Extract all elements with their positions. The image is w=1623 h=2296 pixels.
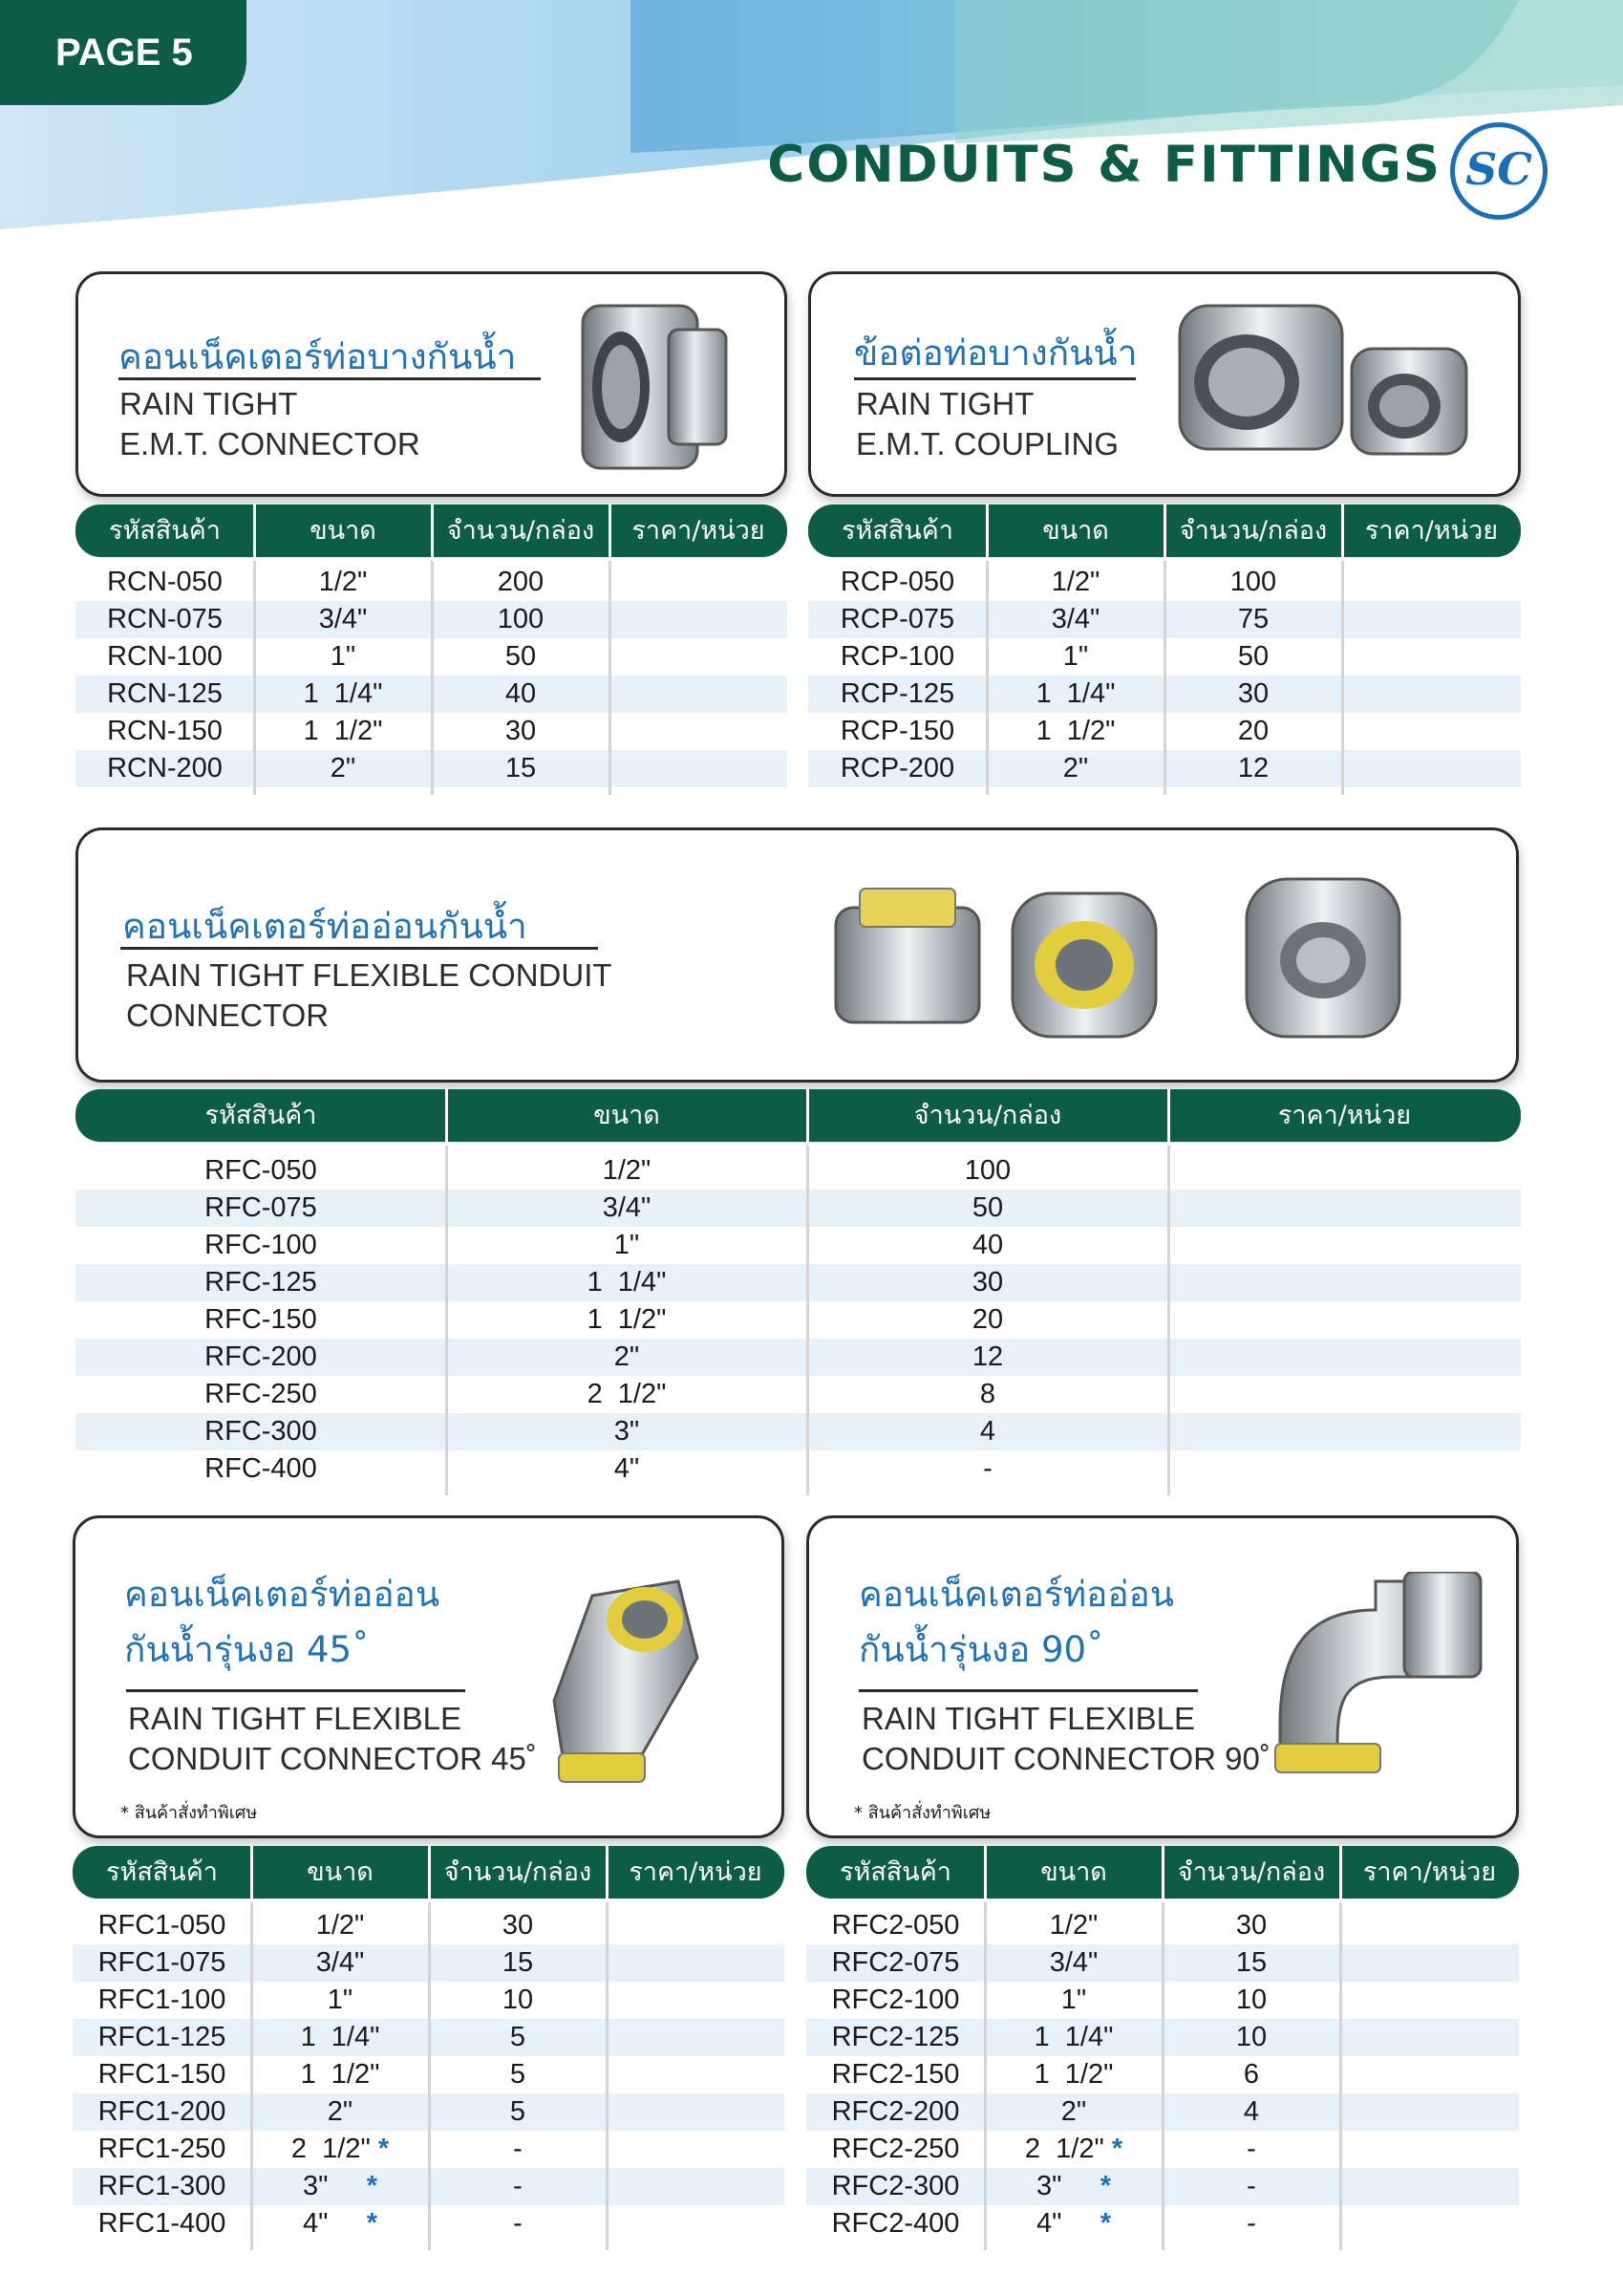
header-unit-price: ราคา/หน่วย [631, 516, 765, 546]
product-code-cell: RCP-125 [840, 678, 955, 709]
unit-price-cell [607, 1944, 784, 1982]
size-cell: 1/2" [315, 1910, 365, 1941]
size-cell: 4" * [1036, 2208, 1111, 2239]
special-order-asterisk: * [1111, 2134, 1123, 2164]
size-cell: 1 1/2" [587, 1304, 667, 1335]
size-cell: 4" * [302, 2208, 377, 2239]
unit-price-cell [609, 601, 787, 638]
unit-price-cell [607, 2205, 784, 2242]
size-cell: 2" [613, 1341, 640, 1372]
product-english-title: RAIN TIGHT E.M.T. CONNECTOR [119, 386, 420, 461]
unit-price-cell [1342, 713, 1521, 750]
header-divider [1341, 504, 1344, 557]
header-divider [445, 1089, 448, 1142]
qty-per-box-cell: 15 [504, 753, 537, 783]
size-cell: 1 1/4" [303, 678, 383, 709]
qty-per-box-cell: 10 [502, 1985, 534, 2015]
unit-price-cell [1340, 2056, 1519, 2093]
product-code-cell: RFC1-125 [97, 2022, 226, 2052]
qty-per-box-cell: 6 [1243, 2059, 1260, 2090]
unit-price-cell [609, 564, 787, 601]
product-code-cell: RCN-050 [107, 567, 223, 597]
column-divider [1339, 1902, 1342, 2250]
product-code-cell: RFC-250 [204, 1379, 317, 1409]
size-cell: 1/2" [602, 1155, 651, 1186]
unit-price-cell [1342, 750, 1521, 787]
qty-per-box-cell: 30 [504, 716, 537, 746]
column-divider [445, 1146, 448, 1495]
header-size: ขนาด [593, 1101, 660, 1130]
qty-per-box-cell: - [1247, 2134, 1256, 2164]
qty-per-box-cell: 10 [1235, 1985, 1268, 2015]
product-code-cell: RCP-050 [840, 567, 955, 597]
column-divider [431, 561, 434, 795]
header-divider [806, 1089, 809, 1142]
product-thai-title: คอนเน็คเตอร์ท่อบางกันน้ำ [118, 336, 517, 377]
qty-per-box-cell: 4 [1243, 2096, 1260, 2127]
header-divider [1339, 1846, 1342, 1899]
qty-per-box-cell: - [513, 2171, 523, 2201]
header-qty-per-box: จำนวน/กล่อง [1179, 516, 1328, 546]
product-code-cell: RCP-100 [840, 641, 955, 672]
header-unit-price: ราคา/หน่วย [1277, 1101, 1412, 1130]
column-divider [1341, 561, 1344, 795]
table-header [75, 504, 787, 557]
size-cell: 2" [1060, 2096, 1087, 2127]
header-qty-per-box: จำนวน/กล่อง [913, 1101, 1062, 1130]
product-code-cell: RCN-200 [107, 753, 223, 783]
qty-per-box-cell: 5 [509, 2059, 526, 2090]
product-thai-title: ข้อต่อท่อบางกันน้ำ [854, 333, 1138, 374]
header-size: ขนาด [1042, 516, 1109, 546]
qty-per-box-cell: - [983, 1453, 993, 1484]
qty-per-box-cell: 100 [497, 604, 545, 634]
unit-price-cell [1340, 2205, 1519, 2242]
title-underline [126, 1689, 465, 1692]
unit-price-cell [1340, 2093, 1519, 2131]
header-unit-price: ราคา/หน่วย [629, 1857, 762, 1887]
product-code-cell: RFC2-300 [831, 2171, 960, 2201]
size-cell: 4" [613, 1453, 640, 1484]
qty-per-box-cell: - [513, 2134, 523, 2164]
size-cell: 1" [613, 1230, 640, 1260]
special-order-note: * สินค้าสั่งทำพิเศษ [120, 1803, 258, 1823]
size-cell: 1 1/4" [1036, 678, 1116, 709]
column-divider [250, 1902, 253, 2250]
product-code-cell: RFC-150 [204, 1304, 317, 1335]
catalog-title: CONDUITS & FITTINGS [767, 136, 1441, 194]
size-cell: 1/2" [318, 567, 368, 597]
header-divider [606, 1846, 609, 1899]
product-code-cell: RCN-125 [107, 678, 223, 709]
size-cell: 1 1/4" [1034, 2022, 1114, 2052]
connector-90-photo [1261, 1572, 1490, 1792]
product-code-cell: RFC-125 [204, 1267, 317, 1298]
product-english-title: RAIN TIGHT E.M.T. COUPLING [856, 386, 1120, 461]
product-code-cell: RCN-075 [107, 604, 223, 634]
title-underline [118, 377, 541, 380]
qty-per-box-cell: 100 [1229, 567, 1277, 597]
unit-price-cell [1340, 2131, 1519, 2168]
qty-per-box-cell: 10 [1235, 2022, 1268, 2052]
header-product-code: รหัสสินค้า [842, 516, 953, 546]
unit-price-cell [1168, 1413, 1521, 1450]
product-code-cell: RCN-150 [107, 716, 223, 746]
table-row [75, 1450, 1521, 1488]
size-cell: 3" * [1036, 2171, 1111, 2201]
unit-price-cell [1340, 1907, 1519, 1944]
header-divider [986, 504, 989, 557]
title-underline [120, 947, 598, 950]
unit-price-cell [1168, 1339, 1521, 1376]
header-qty-per-box: จำนวน/กล่อง [446, 516, 595, 546]
product-code-cell: RCN-100 [107, 641, 223, 672]
flexible-connector-photos [822, 869, 1433, 1051]
size-cell: 2 1/2" * [290, 2134, 390, 2164]
unit-price-cell [1342, 638, 1521, 676]
table-row [75, 1152, 1521, 1190]
table-row [75, 1264, 1521, 1301]
product-code-cell: RFC-050 [204, 1155, 317, 1186]
qty-per-box-cell: 5 [509, 2022, 526, 2052]
column-divider [806, 1146, 809, 1495]
brand-logo: SC [1450, 122, 1548, 220]
size-cell: 1 1/2" [303, 716, 383, 746]
table-header [75, 1089, 1521, 1142]
qty-per-box-cell: 15 [502, 1947, 534, 1978]
unit-price-cell [607, 2131, 784, 2168]
header-size: ขนาด [310, 516, 376, 546]
size-cell: 2" [1062, 753, 1089, 783]
unit-price-cell [1340, 2019, 1519, 2056]
product-thai-title: คอนเน็คเตอร์ท่ออ่อน กันน้ำรุ่นงอ 45˚ [124, 1574, 440, 1670]
qty-per-box-cell: 40 [504, 678, 537, 709]
unit-price-cell [1342, 676, 1521, 713]
size-cell: 1/2" [1049, 1910, 1099, 1941]
size-cell: 1" [330, 641, 356, 672]
qty-per-box-cell: - [1247, 2171, 1256, 2201]
size-cell: 1 1/4" [587, 1267, 667, 1298]
unit-price-cell [1340, 1982, 1519, 2019]
header-qty-per-box: จำนวน/กล่อง [1177, 1857, 1326, 1887]
product-code-cell: RFC-300 [204, 1416, 317, 1447]
unit-price-cell [1168, 1152, 1521, 1190]
product-code-cell: RFC2-150 [831, 2059, 960, 2090]
size-cell: 1/2" [1051, 567, 1100, 597]
size-cell: 1 1/2" [300, 2059, 380, 2090]
title-underline [859, 1689, 1198, 1692]
header-divider [1164, 504, 1166, 557]
unit-price-cell [1168, 1264, 1521, 1301]
qty-per-box-cell: 30 [1237, 678, 1270, 709]
unit-price-cell [1168, 1190, 1521, 1227]
qty-per-box-cell: 20 [1237, 716, 1270, 746]
unit-price-cell [1340, 1944, 1519, 1982]
product-code-cell: RFC2-250 [831, 2134, 960, 2164]
special-order-note: * สินค้าสั่งทำพิเศษ [854, 1803, 992, 1823]
header-divider [609, 504, 611, 557]
header-divider [1162, 1846, 1164, 1899]
product-code-cell: RFC1-200 [97, 2096, 226, 2127]
header-unit-price: ราคา/หน่วย [1364, 516, 1499, 546]
unit-price-cell [607, 1982, 784, 2019]
size-cell: 3" [613, 1416, 640, 1447]
size-cell: 3/4" [1049, 1947, 1099, 1978]
qty-per-box-cell: 50 [972, 1192, 1004, 1223]
table-row [75, 1301, 1521, 1339]
product-code-cell: RFC-100 [204, 1230, 317, 1260]
special-order-asterisk: * [1100, 2171, 1111, 2201]
product-code-cell: RFC2-125 [831, 2022, 960, 2052]
qty-per-box-cell: 15 [1235, 1947, 1268, 1978]
column-divider [1164, 561, 1166, 795]
size-cell: 2" [327, 2096, 353, 2127]
qty-per-box-cell: 30 [502, 1910, 534, 1941]
unit-price-cell [607, 1907, 784, 1944]
qty-per-box-cell: 40 [972, 1230, 1004, 1260]
header-unit-price: ราคา/หน่วย [1362, 1857, 1497, 1887]
header-divider [250, 1846, 253, 1899]
size-cell: 2 1/2" [587, 1379, 667, 1409]
size-cell: 1 1/2" [1036, 716, 1116, 746]
special-order-asterisk: * [366, 2208, 377, 2239]
product-code-cell: RFC2-200 [831, 2096, 960, 2127]
emt-coupling-photo [1165, 291, 1481, 483]
product-code-cell: RFC1-050 [97, 1910, 226, 1941]
unit-price-cell [1340, 2168, 1519, 2205]
qty-per-box-cell: 100 [964, 1155, 1012, 1186]
column-divider [1162, 1902, 1164, 2250]
table-row [75, 1413, 1521, 1450]
size-cell: 3" * [302, 2171, 377, 2201]
product-english-title: RAIN TIGHT FLEXIBLE CONDUIT CONNECTOR 45˚ [128, 1701, 537, 1776]
unit-price-cell [607, 2019, 784, 2056]
product-code-cell: RFC1-400 [97, 2208, 226, 2239]
header-qty-per-box: จำนวน/กล่อง [443, 1857, 592, 1887]
product-code-cell: RFC1-250 [97, 2134, 226, 2164]
qty-per-box-cell: 12 [1237, 753, 1270, 783]
title-underline [854, 377, 1136, 380]
header-size: ขนาด [1040, 1857, 1107, 1887]
unit-price-cell [1342, 564, 1521, 601]
unit-price-cell [1168, 1376, 1521, 1413]
size-cell: 3/4" [315, 1947, 365, 1978]
qty-per-box-cell: 50 [1237, 641, 1270, 672]
table-row [75, 1339, 1521, 1376]
header-divider [428, 1846, 431, 1899]
emt-connector-photo [564, 287, 745, 487]
product-code-cell: RFC1-075 [97, 1947, 226, 1978]
qty-per-box-cell: 30 [1235, 1910, 1268, 1941]
header-product-code: รหัสสินค้า [840, 1857, 951, 1887]
header-size: ขนาด [307, 1857, 374, 1887]
header-divider [253, 504, 256, 557]
table-header [808, 504, 1521, 557]
column-divider [986, 561, 989, 795]
header-divider [984, 1846, 987, 1899]
unit-price-cell [607, 2093, 784, 2131]
column-divider [428, 1902, 431, 2250]
unit-price-cell [609, 750, 787, 787]
qty-per-box-cell: 12 [972, 1341, 1004, 1372]
header-divider [1167, 1089, 1170, 1142]
size-cell: 2" [330, 753, 356, 783]
size-cell: 1 1/4" [300, 2022, 380, 2052]
size-cell: 1" [1060, 1985, 1087, 2015]
size-cell: 1 1/2" [1034, 2059, 1114, 2090]
unit-price-cell [609, 638, 787, 676]
size-cell: 3/4" [1051, 604, 1100, 634]
special-order-asterisk: * [377, 2134, 390, 2164]
qty-per-box-cell: 4 [979, 1416, 996, 1447]
product-code-cell: RFC1-150 [97, 2059, 226, 2090]
table-header [73, 1846, 784, 1899]
unit-price-cell [1168, 1301, 1521, 1339]
product-code-cell: RCP-200 [840, 753, 955, 783]
special-order-asterisk: * [1100, 2208, 1111, 2239]
column-divider [253, 561, 256, 795]
unit-price-cell [607, 2168, 784, 2205]
qty-per-box-cell: 75 [1237, 604, 1270, 634]
table-row [75, 1190, 1521, 1227]
size-cell: 3/4" [318, 604, 368, 634]
size-cell: 1" [1062, 641, 1089, 672]
qty-per-box-cell: 200 [497, 567, 545, 597]
unit-price-cell [1168, 1450, 1521, 1488]
column-divider [606, 1902, 609, 2250]
header-product-code: รหัสสินค้า [106, 1857, 218, 1887]
qty-per-box-cell: 30 [972, 1267, 1004, 1298]
table-row [75, 1227, 1521, 1264]
product-code-cell: RFC-075 [204, 1192, 317, 1223]
header-product-code: รหัสสินค้า [204, 1101, 317, 1130]
column-divider [984, 1902, 987, 2250]
product-code-cell: RFC2-050 [831, 1910, 960, 1941]
qty-per-box-cell: 20 [972, 1304, 1004, 1335]
product-thai-title: คอนเน็คเตอร์ท่ออ่อนกันน้ำ [122, 906, 527, 947]
size-cell: 2 1/2" * [1024, 2134, 1123, 2164]
header-divider [431, 504, 434, 557]
table-row [75, 1376, 1521, 1413]
header-product-code: รหัสสินค้า [109, 516, 221, 546]
product-code-cell: RFC2-075 [831, 1947, 960, 1978]
unit-price-cell [609, 713, 787, 750]
unit-price-cell [609, 676, 787, 713]
qty-per-box-cell: - [1247, 2208, 1256, 2239]
size-cell: 3/4" [602, 1192, 651, 1223]
product-english-title: RAIN TIGHT FLEXIBLE CONDUIT CONNECTOR [126, 957, 612, 1033]
table-header [806, 1846, 1519, 1899]
product-code-cell: RFC2-100 [831, 1985, 960, 2015]
product-code-cell: RFC-200 [204, 1341, 317, 1372]
product-thai-title: คอนเน็คเตอร์ท่ออ่อน กันน้ำรุ่นงอ 90˚ [859, 1574, 1175, 1670]
qty-per-box-cell: - [513, 2208, 523, 2239]
column-divider [609, 561, 611, 795]
unit-price-cell [1168, 1227, 1521, 1264]
qty-per-box-cell: 5 [509, 2096, 526, 2127]
qty-per-box-cell: 50 [504, 641, 537, 672]
size-cell: 1" [327, 1985, 353, 2015]
product-code-cell: RCP-150 [840, 716, 955, 746]
unit-price-cell [607, 2056, 784, 2093]
product-code-cell: RFC-400 [204, 1453, 317, 1484]
product-code-cell: RFC2-400 [831, 2208, 960, 2239]
product-english-title: RAIN TIGHT FLEXIBLE CONDUIT CONNECTOR 90˚ [862, 1701, 1271, 1776]
unit-price-cell [1342, 601, 1521, 638]
column-divider [1167, 1146, 1170, 1495]
product-code-cell: RCP-075 [840, 604, 955, 634]
product-code-cell: RFC1-100 [97, 1985, 226, 2015]
product-code-cell: RFC1-300 [97, 2171, 226, 2201]
special-order-asterisk: * [366, 2171, 377, 2201]
page-label: PAGE 5 [0, 0, 246, 105]
qty-per-box-cell: 8 [979, 1379, 996, 1409]
connector-45-photo [535, 1567, 707, 1801]
